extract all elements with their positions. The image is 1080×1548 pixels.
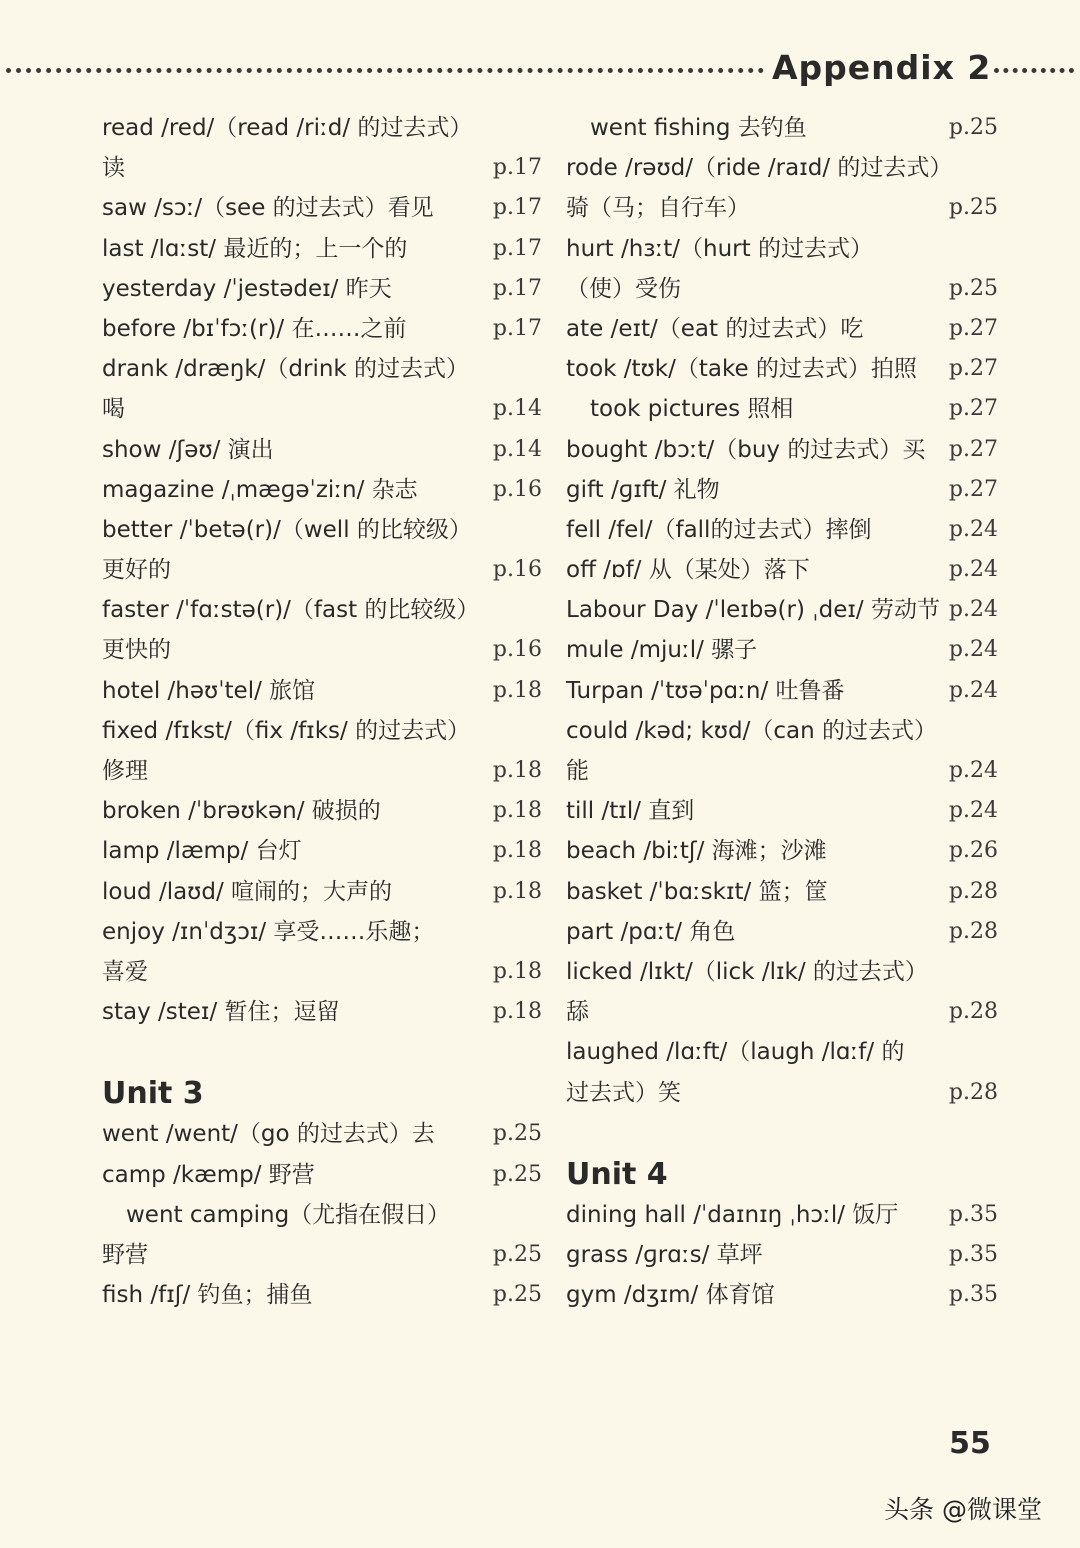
vocab-entry [566,188,998,228]
vocab-page-ref: p.25 [948,115,998,140]
vocab-page-ref: p.25 [492,1282,542,1308]
vocab-entry [566,872,998,912]
vocab-text: fish /fɪʃ/ 钓鱼；捕鱼 [102,1282,313,1309]
vocab-entry [102,229,542,269]
vocab-text: mule /mjuːl/ 骡子 [566,637,758,664]
vocab-text: took /tʊk/（take 的过去式）拍照 [566,356,917,383]
vocab-page-ref: p.27 [948,436,998,462]
vocab-page-ref: p.25 [948,275,998,301]
vocab-entry [566,148,998,188]
vocab-text: went /went/（go 的过去式）去 [102,1121,435,1148]
vocab-page-ref: p.24 [948,798,998,824]
vocab-text: 喝 [102,396,125,423]
vocab-entry [566,590,998,630]
vocab-page-ref: p.28 [948,878,998,904]
vocab-text: 更好的 [102,557,171,584]
vocab-entry [566,630,998,670]
vocab-text: broken /ˈbrəʊkən/ 破损的 [102,798,381,825]
vocab-text: beach /biːtʃ/ 海滩；沙滩 [566,838,827,865]
vocab-text: lamp /læmp/ 台灯 [102,838,302,865]
vocab-entry [566,1195,998,1235]
vocab-page-ref: p.18 [492,999,542,1025]
vocab-page-ref: p.24 [948,677,998,703]
vocab-page-ref: p.17 [492,195,542,221]
vocab-text: could /kəd; kʊd/（can 的过去式） [566,717,937,744]
vocab-entry [102,630,542,670]
vocab-page-ref: p.28 [948,999,998,1025]
vocab-text: yesterday /ˈjestədeɪ/ 昨天 [102,275,392,302]
dotted-rule-right [994,68,1074,73]
vocab-entry [102,992,542,1032]
vocab-page-ref: p.18 [492,758,542,783]
vocab-entry [102,389,542,429]
vocab-text: read /red/（read /riːd/ 的过去式） [102,115,473,141]
vocab-page-ref: p.17 [492,275,542,301]
vocab-text: took pictures 照相 [590,396,794,423]
vocab-text: loud /laʊd/ 喧闹的；大声的 [102,878,393,905]
vocab-text: ate /eɪt/（eat 的过去式）吃 [566,315,864,342]
watermark: 头条 @微课堂 [884,1495,1042,1524]
vocab-entry [566,1032,998,1072]
vocab-page-ref: p.25 [492,1161,542,1187]
vocab-text: part /pɑːt/ 角色 [566,918,736,945]
vocab-text: 喜爱 [102,958,148,985]
vocab-text: gift /ɡɪft/ 礼物 [566,476,720,503]
vocab-entry [102,550,542,590]
vocab-text: fell /fel/（fall的过去式）摔倒 [566,516,872,543]
vocab-text: bought /bɔːt/（buy 的过去式）买 [566,436,926,463]
vocab-page-ref: p.18 [492,677,542,703]
vocab-page-ref: p.16 [492,557,542,583]
page-header [0,48,1080,88]
vocab-page-ref: p.24 [948,557,998,583]
vocab-entry [566,1073,998,1113]
vocab-text: till /tɪl/ 直到 [566,798,695,825]
vocab-page-ref: p.27 [948,396,998,422]
vocab-page-ref: p.25 [948,195,998,221]
vocab-entry [566,1235,998,1275]
vocab-text: 过去式）笑 [566,1079,681,1106]
vocab-text: rode /rəʊd/（ride /raɪd/ 的过去式） [566,155,953,182]
section-spacer [566,1113,998,1153]
vocab-entry [102,711,542,751]
vocab-page-ref: p.24 [948,516,998,542]
vocab-entry [566,912,998,952]
vocab-text: drank /dræŋk/（drink 的过去式） [102,356,470,383]
vocab-page-ref: p.17 [492,155,542,181]
vocab-entry [566,269,998,309]
vocab-entry [102,269,542,309]
vocab-page-ref: p.35 [948,1201,998,1227]
vocab-entry [102,309,542,349]
vocab-entry [566,1275,998,1315]
vocab-text: hurt /hɜːt/（hurt 的过去式） [566,235,873,262]
vocab-entry [102,1235,542,1275]
page-number: 55 [949,1426,991,1461]
vocab-page-ref: p.18 [492,798,542,824]
vocab-entry [102,831,542,871]
vocab-entry [566,952,998,992]
vocab-text: 野营 [102,1241,148,1268]
vocab-entry [102,952,542,992]
vocab-entry [566,349,998,389]
vocab-page-ref: p.14 [492,436,542,462]
vocab-text: fixed /fɪkst/（fix /fɪks/ 的过去式） [102,717,471,744]
vocab-page-ref: p.27 [948,476,998,502]
vocab-text: saw /sɔː/（see 的过去式）看见 [102,195,434,222]
vocab-text: before /bɪˈfɔː(r)/ 在……之前 [102,315,407,342]
vocab-entry [566,470,998,510]
vocab-page-ref: p.24 [948,597,998,623]
vocab-entry [566,309,998,349]
vocab-page-ref: p.16 [492,637,542,663]
vocab-entry [102,430,542,470]
vocab-text: faster /ˈfɑːstə(r)/（fast 的比较级） [102,597,480,624]
vocab-entry [566,108,998,148]
vocab-page-ref: p.14 [492,396,542,422]
vocab-page-ref: p.17 [492,235,542,261]
vocab-page-ref: p.25 [492,1121,542,1147]
vocab-entry [566,550,998,590]
vocab-entry [566,751,998,791]
appendix-title: Appendix 2 [772,48,992,87]
vocab-page-ref: p.18 [492,838,542,864]
vocab-entry [566,992,998,1032]
vocab-text: Labour Day /ˈleɪbə(r) ˌdeɪ/ 劳动节 [566,597,940,624]
vocab-page-ref: p.27 [948,315,998,341]
vocab-page-ref: p.35 [948,1241,998,1267]
vocab-text: grass /ɡrɑːs/ 草坪 [566,1241,763,1268]
vocab-page-ref: p.17 [492,315,542,341]
vocab-entry [566,229,998,269]
vocab-page-ref: p.25 [492,1241,542,1267]
dotted-rule-left [6,68,764,73]
vocab-text: licked /lɪkt/（lick /lɪk/ 的过去式） [566,958,928,985]
vocab-text: 修理 [102,758,148,784]
vocab-text: enjoy /ɪnˈdʒɔɪ/ 享受……乐趣； [102,918,435,945]
vocab-page-ref: p.24 [948,637,998,663]
vocab-text: 读 [102,155,125,182]
vocab-entry [566,389,998,429]
vocab-text: went camping（尤指在假日） [126,1201,451,1228]
vocab-text: stay /steɪ/ 暂住；逗留 [102,999,340,1026]
vocab-text: show /ʃəʊ/ 演出 [102,436,274,463]
vocab-text: better /ˈbetə(r)/（well 的比较级） [102,516,472,543]
vocab-text: camp /kæmp/ 野营 [102,1161,315,1188]
vocab-entry [566,831,998,871]
vocab-page-ref: p.16 [492,476,542,502]
section-spacer [102,1032,542,1072]
vocab-page-ref: p.26 [948,838,998,864]
vocab-text: last /lɑːst/ 最近的；上一个的 [102,235,408,262]
vocab-entry [102,188,542,228]
vocab-entry [102,1114,542,1154]
unit-heading: Unit 4 [566,1156,668,1192]
vocabulary-column-right [566,108,998,1315]
vocab-text: dining hall /ˈdaɪnɪŋ ˌhɔːl/ 饭厅 [566,1201,899,1228]
vocab-text: gym /dʒɪm/ 体育馆 [566,1282,775,1309]
vocab-text: went fishing 去钓鱼 [590,115,807,141]
vocab-page-ref: p.28 [948,918,998,944]
vocab-entry [102,470,542,510]
vocab-text: 更快的 [102,637,171,664]
vocab-entry [102,349,542,389]
vocab-entry [102,1155,542,1195]
vocab-text: 能 [566,758,589,784]
vocab-entry [102,751,542,791]
vocab-page-ref: p.28 [948,1079,998,1105]
vocab-text: off /ɒf/ 从（某处）落下 [566,557,810,584]
vocab-entry [566,671,998,711]
vocab-text: basket /ˈbɑːskɪt/ 篮；筐 [566,878,828,905]
vocab-text: （使）受伤 [566,275,681,302]
vocab-entry [566,430,998,470]
vocab-text: Turpan /ˈtʊəˈpɑːn/ 吐鲁番 [566,677,845,704]
vocab-text: hotel /həʊˈtel/ 旅馆 [102,677,316,704]
vocab-entry [102,510,542,550]
vocab-entry [102,912,542,952]
vocab-page-ref: p.18 [492,958,542,984]
vocab-page-ref: p.24 [948,758,998,783]
vocab-page-ref: p.27 [948,356,998,382]
vocab-entry [102,108,542,148]
vocabulary-column-left [102,108,542,1315]
vocab-entry [102,1195,542,1235]
vocab-page-ref: p.18 [492,878,542,904]
vocab-entry [566,510,998,550]
vocab-entry [102,791,542,831]
vocab-entry [102,590,542,630]
vocab-entry [102,671,542,711]
vocab-entry [102,872,542,912]
vocab-entry [566,711,998,751]
vocab-entry [102,148,542,188]
vocab-text: 舔 [566,999,589,1026]
vocab-text: magazine /ˌmæɡəˈziːn/ 杂志 [102,476,418,503]
vocab-page-ref: p.35 [948,1282,998,1308]
vocab-entry [566,791,998,831]
vocab-text: laughed /lɑːft/（laugh /lɑːf/ 的 [566,1039,905,1066]
vocab-text: 骑（马；自行车） [566,195,750,222]
vocab-entry [102,1275,542,1315]
unit-heading: Unit 3 [102,1076,204,1112]
